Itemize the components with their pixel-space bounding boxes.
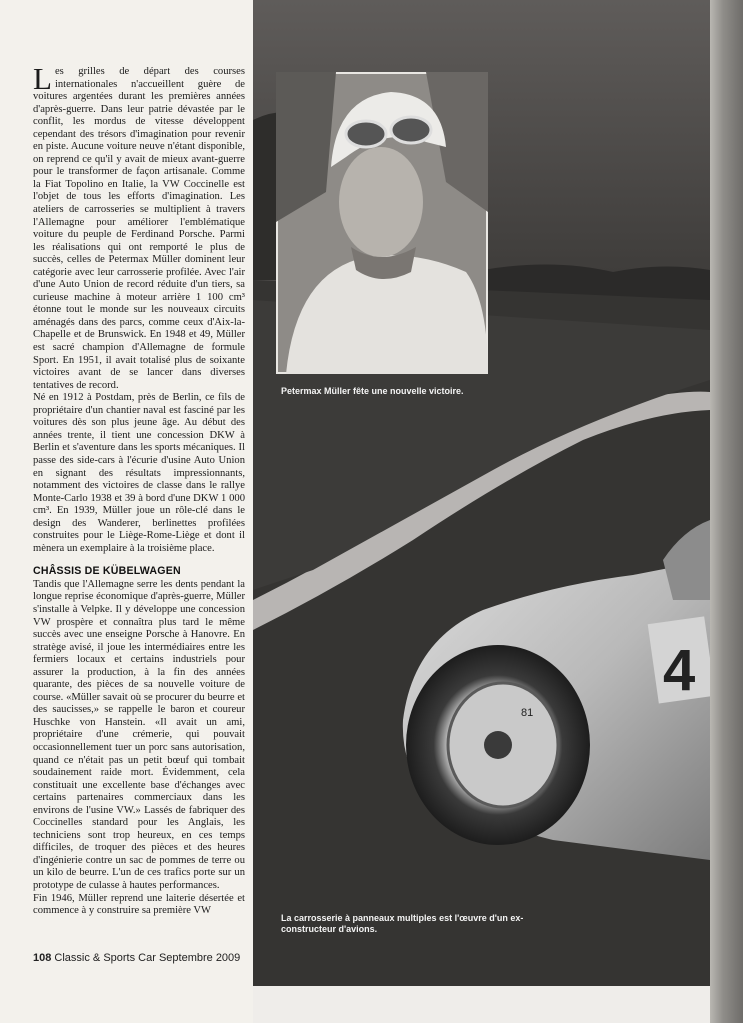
section-subheading: CHÂSSIS DE KÜBELWAGEN xyxy=(33,565,181,578)
goggles-left xyxy=(346,121,386,147)
article-paragraph-1: Les grilles de départ des courses internationales n'accueillent guère de voitures argentées durant les premières années d'après-guerre. Dans leur patrie dévastée par le conflit, les mordus de vitesse développent cependant des trésors d'imagination pour revenir en piste. Aucune voiture neuve n'étant disponible, on reprend ce qu'il y avait de mieux avant-guerre pour le transformer de façon artisanale. Comme la Fiat Topolino en Italie, la VW Coccinelle est l'objet de tous les efforts d'imagination. Les ateliers de carrosseries se multiplient à travers l'Allemagne pour améliorer l'emblématique voiture du peuple de Ferdinand Porsche. Parmi les réalisations qui ont remporté le plus de succès, celles de Petermax Müller dominent leur catégorie avec leur carrosserie profilée. Avec l'air d'une Auto Union de record réduite d'un tiers, sa curieuse machine à moteur arrière 1 100 cm³ étonne tout le monde sur les nouveaux circuits aménagés dans des parcs, comme ceux d'Aix-la-Chapelle et de Brunswick. En 1948 et 49, Müller est sacré champion d'Allemagne de formule Sport. En 1951, il avait totalisé plus de soixante victoires avant de se lancer dans diverses tentatives de record. xyxy=(33,61,245,391)
portrait-photo xyxy=(276,72,488,374)
page-footer xyxy=(33,952,240,964)
article-paragraph-4: Fin 1946, Müller reprend une laiterie désertée et commence à y construire sa première VW xyxy=(33,892,245,917)
car-caption: La carrosserie à panneaux multiples est l'œuvre d'un ex-constructeur d'avions. xyxy=(281,913,524,934)
car-number-plate: 81 xyxy=(521,707,534,719)
face xyxy=(339,147,423,257)
article-body xyxy=(33,61,245,918)
drop-cap: L xyxy=(33,61,52,96)
race-number: 4 xyxy=(663,638,696,703)
publication-name: Classic & Sports Car Septembre 2009 xyxy=(54,952,241,964)
page-bottom-margin xyxy=(253,986,710,1023)
wheel-hub xyxy=(484,731,512,759)
page-number: 108 xyxy=(33,952,52,964)
page-gutter-edge xyxy=(710,0,743,1023)
goggles-right xyxy=(391,117,431,143)
portrait-caption: Petermax Müller fête une nouvelle victoire. xyxy=(281,386,464,396)
article-paragraph-3: Tandis que l'Allemagne serre les dents pendant la longue reprise économique d'après-guerre, Müller s'installe à Velpke. Il y développe une concession VW prospère et connaîtra plus tard le même succès avec une enseigne Porsche à Hanovre. En stratège avisé, il joue les intermédiaires entre les fermiers locaux et certains industriels pour assurer la production, à la fin des années quarante, des pièces de sa nouvelle voiture de course. «Müller savait où se procurer du beurre et des saucisses,» se rappelle le baron et coureur Huschke von Hanstein. «Il avait un ami, propriétaire d'une crémerie, qui pouvait occasionnellement tuer un porc sans autorisation, quand ce n'était pas un petit bœuf qui tombait soudainement raide mort. Évidemment, cela constituait une excellente base d'échanges avec certains partenaires commerciaux dans les environs de l'usine VW.» Lassés de fabriquer des Coccinelles standard pour les Anglais, les techniciens sont trop heureux, en ces temps difficiles, de troquer des pièces et des heures d'ingénierie contre un sac de pommes de terre ou un kilo de beurre. L'un de ces trafics porte sur un prototype de culasse à hautes performances. xyxy=(33,578,245,891)
article-paragraph-2: Né en 1912 à Postdam, près de Berlin, ce fils de propriétaire d'un chantier naval est fasciné par les voitures dès son plus jeune âge. Au début des années trente, il tient une concession DKW à Berlin et s'aventure dans les sports mécaniques. Il passe des side-cars à l'écurie d'usine Auto Union en signant des résultats impressionnants, notamment des victoires de classe dans le rallye Monte-Carlo 1938 et 39 à bord d'une DKW 1 000 cm³. En 1939, Müller joue un rôle-clé dans le design des Wanderer, berlinettes profilées construites pour le Liège-Rome-Liège et dont il mènera un exemplaire à la troisième place. xyxy=(33,392,245,554)
